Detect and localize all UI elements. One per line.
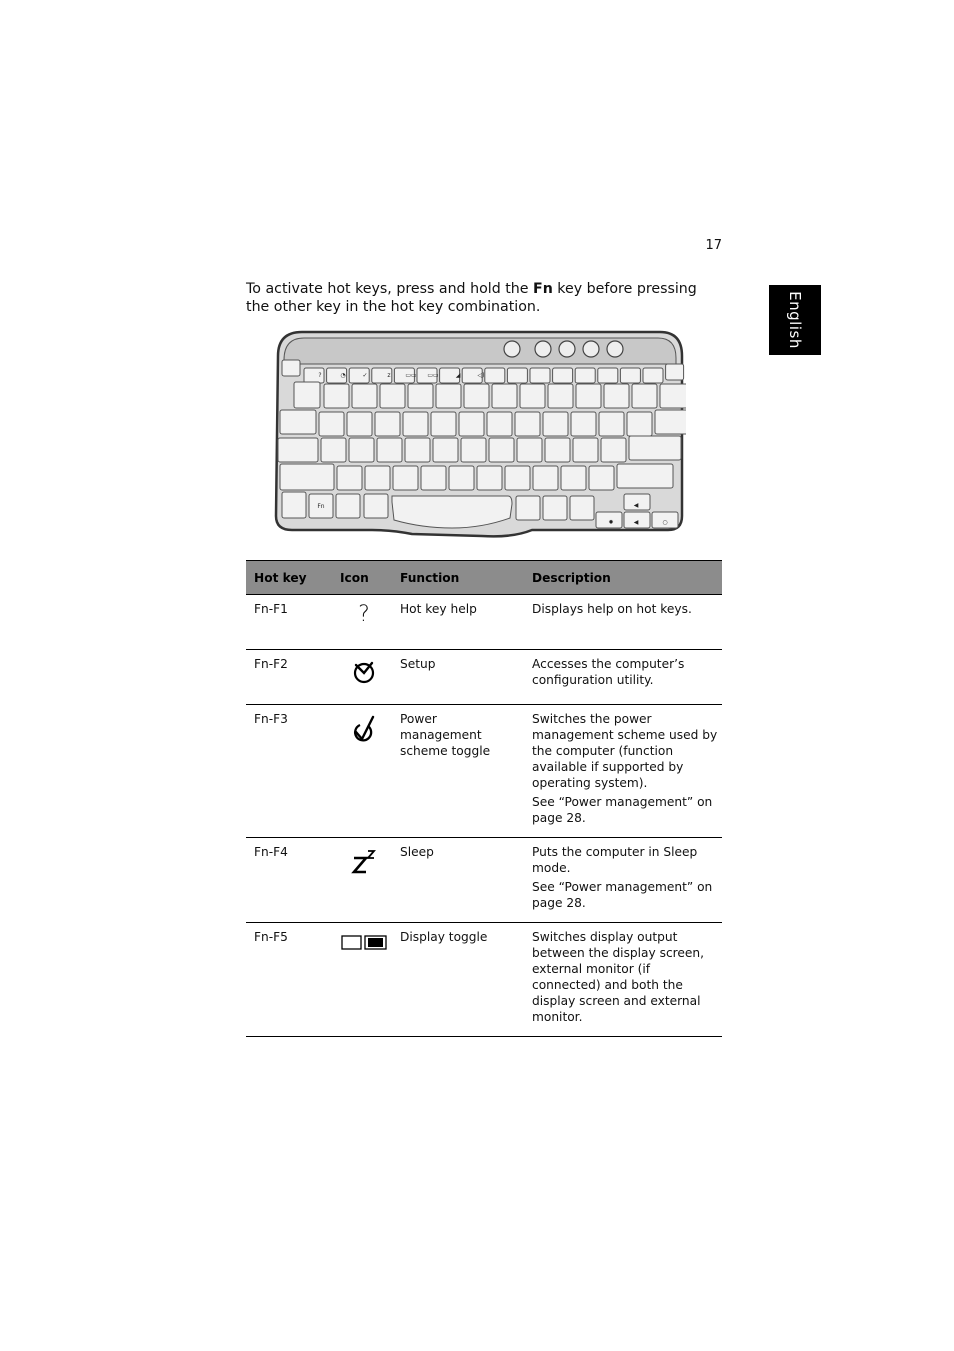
keyboard-key [464, 384, 489, 408]
keyboard-key [349, 438, 374, 462]
keyboard-illustration [272, 326, 686, 538]
keyboard-key [666, 364, 684, 380]
keyboard-key [573, 438, 598, 462]
header-hot-key: Hot key [246, 561, 332, 595]
keyboard-key [364, 494, 388, 518]
volume-down-icon: ◀ [633, 519, 639, 526]
keyboard-key [632, 384, 657, 408]
header-description: Description [524, 561, 722, 595]
keyboard-key [431, 412, 456, 436]
icon-cell [332, 838, 392, 923]
function-cell: Setup [392, 650, 524, 705]
hot-key-cell: Fn-F1 [246, 595, 332, 650]
keyboard-key [408, 384, 433, 408]
table-row [246, 838, 722, 923]
keyboard-keys [278, 360, 686, 528]
keyboard-key [489, 438, 514, 462]
sleep-icon: z [387, 372, 391, 379]
description-cell [524, 838, 722, 923]
brightness-up-icon: ○ [662, 519, 668, 526]
keyboard-key [380, 384, 405, 408]
keyboard-key [375, 412, 400, 436]
keyboard-key [505, 466, 530, 490]
description-text: Switches display output between the display screen, external monitor (if connected) and both the display screen and external monitor. [532, 930, 704, 1024]
keyboard-key [617, 464, 673, 488]
hotkey-table [246, 560, 722, 1037]
keyboard-key [575, 368, 595, 383]
display-toggle-icon [340, 933, 388, 951]
description-text: Puts the computer in Sleep mode. [532, 845, 698, 875]
question-mark-icon: ? [358, 602, 370, 627]
keyboard-key [620, 368, 640, 383]
keyboard-key [601, 438, 626, 462]
screen-blank-icon: ▭▭ [427, 372, 439, 379]
fn-key-name: Fn [533, 281, 553, 297]
icon-cell [332, 923, 392, 1037]
keyboard-key [433, 438, 458, 462]
keyboard-key [516, 496, 540, 520]
table-row [246, 595, 722, 650]
keyboard-key [324, 384, 349, 408]
description-text: Displays help on hot keys. [532, 602, 692, 616]
keyboard-key [576, 384, 601, 408]
table-header-row [246, 561, 722, 595]
keyboard-key [520, 384, 545, 408]
keyboard-key [337, 466, 362, 490]
keyboard-key [336, 494, 360, 518]
keyboard-key [365, 466, 390, 490]
keyboard-key [393, 466, 418, 490]
icon-cell [332, 650, 392, 705]
keyboard-key [629, 436, 681, 460]
function-cell: Sleep [392, 838, 524, 923]
table-row [246, 923, 722, 1037]
brightness-icon: ◁) [477, 372, 485, 379]
brightness-down-icon: ✹ [608, 519, 614, 526]
intro-text-before: To activate hot keys, press and hold the [246, 281, 533, 297]
intro-text-after: key before pressing the other key in the hot key combination. [246, 281, 697, 315]
keyboard-key [589, 466, 614, 490]
keyboard-key [294, 382, 320, 408]
description-text: Accesses the computer’s configuration utility. [532, 657, 685, 687]
description-reference: See “Power management” on page 28. [532, 795, 713, 825]
keyboard-key [405, 438, 430, 462]
keyboard-key [352, 384, 377, 408]
keyboard-key [548, 384, 573, 408]
function-cell: Hot key help [392, 595, 524, 650]
power-icon: ✓ [362, 372, 368, 379]
keyboard-key [517, 438, 542, 462]
hot-key-cell: Fn-F5 [246, 923, 332, 1037]
sleep-icon [351, 848, 377, 874]
keyboard-key [660, 384, 686, 408]
speaker-toggle-icon: ◢ [455, 372, 461, 379]
keyboard-key [347, 412, 372, 436]
keyboard-key [403, 412, 428, 436]
power-management-icon [351, 715, 377, 745]
function-cell: Power management scheme toggle [392, 705, 524, 838]
keyboard-key [507, 368, 527, 383]
keyboard-key [485, 368, 505, 383]
keyboard-key [421, 466, 446, 490]
description-text: Switches the power management scheme used by the computer (function available if supported by operating system). [532, 712, 718, 790]
description-cell [524, 595, 722, 650]
description-cell [524, 650, 722, 705]
keyboard-key [280, 464, 334, 490]
keyboard-key [627, 412, 652, 436]
keyboard-key [278, 438, 318, 462]
help-icon: ? [318, 372, 322, 379]
keyboard-key [449, 466, 474, 490]
header-icon: Icon [332, 561, 392, 595]
table-row [246, 650, 722, 705]
description-cell [524, 705, 722, 838]
keyboard-key [553, 368, 573, 383]
keyboard-key [543, 496, 567, 520]
keyboard-key [643, 368, 663, 383]
keyboard-key [492, 384, 517, 408]
keyboard-key [282, 360, 300, 376]
keyboard-key [598, 368, 618, 383]
keyboard-key [436, 384, 461, 408]
keyboard-key [459, 412, 484, 436]
language-tab-label: English [786, 291, 805, 349]
volume-up-icon: ◀ [633, 502, 639, 509]
keyboard-key [571, 412, 596, 436]
description-reference: See “Power management” on page 28. [532, 880, 713, 910]
keyboard-key [515, 412, 540, 436]
keyboard-key [319, 412, 344, 436]
fn-key-label: Fn [317, 503, 325, 510]
hot-key-cell: Fn-F4 [246, 838, 332, 923]
setup-icon [352, 660, 376, 684]
keyboard-key [477, 466, 502, 490]
keyboard-spacebar [392, 496, 512, 528]
keyboard-key [599, 412, 624, 436]
header-function: Function [392, 561, 524, 595]
keyboard-key [655, 410, 686, 434]
setup-icon: ◔ [340, 372, 346, 379]
hot-key-cell: Fn-F3 [246, 705, 332, 838]
keyboard-key [282, 492, 306, 518]
function-cell: Display toggle [392, 923, 524, 1037]
description-cell [524, 923, 722, 1037]
keyboard-key [321, 438, 346, 462]
table-row [246, 705, 722, 838]
keyboard-key [530, 368, 550, 383]
display-toggle-icon: ▭▭ [405, 372, 417, 379]
keyboard-key [377, 438, 402, 462]
keyboard-key [487, 412, 512, 436]
page-number: 17 [705, 238, 722, 253]
keyboard-key [461, 438, 486, 462]
keyboard-key [570, 496, 594, 520]
intro-paragraph [246, 280, 716, 316]
keyboard-key [280, 410, 316, 434]
hot-key-cell: Fn-F2 [246, 650, 332, 705]
icon-cell [332, 705, 392, 838]
keyboard-key [604, 384, 629, 408]
keyboard-key [545, 438, 570, 462]
icon-cell [332, 595, 392, 650]
keyboard-key [533, 466, 558, 490]
keyboard-key [561, 466, 586, 490]
keyboard-key [543, 412, 568, 436]
language-tab [769, 285, 821, 355]
